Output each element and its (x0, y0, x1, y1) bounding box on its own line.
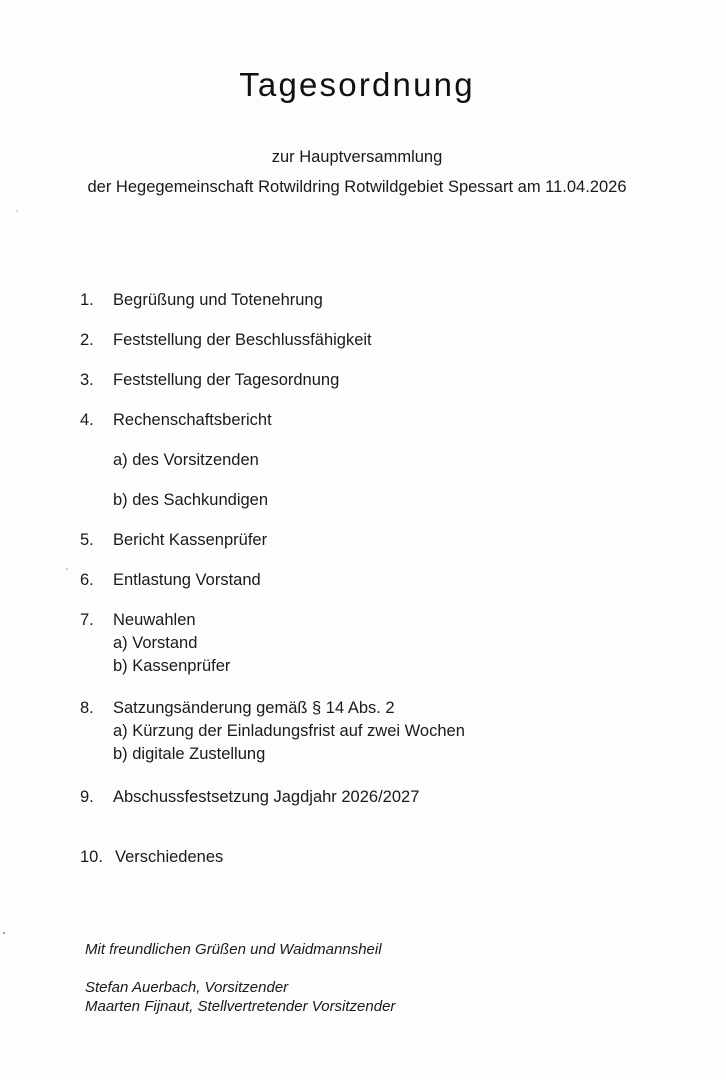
agenda-item-1 (80, 289, 323, 312)
agenda-item-number: 8. (80, 699, 94, 717)
agenda-item-text: Begrüßung und Totenehrung (113, 291, 323, 309)
scan-speck (3, 932, 5, 934)
page-title: Tagesordnung (239, 66, 475, 103)
closing-greeting: Mit freundlichen Grüßen und Waidmannsheil (85, 941, 382, 958)
agenda-item-number: 2. (80, 331, 94, 349)
agenda-item-6 (80, 569, 261, 592)
agenda-subitem-8b: b) digitale Zustellung (113, 745, 266, 763)
signer-1: Stefan Auerbach, Vorsitzender (85, 979, 289, 996)
subtitle-line-2: der Hegegemeinschaft Rotwildring Rotwildgebiet Spessart am 11.04.2026 (87, 178, 627, 196)
subtitle-line-1: zur Hauptversammlung (271, 148, 443, 166)
agenda-item-text: Abschussfestsetzung Jagdjahr 2026/2027 (113, 788, 420, 806)
agenda-item-text: Entlastung Vorstand (113, 571, 261, 589)
agenda-item-number: 1. (80, 291, 94, 309)
agenda-item-number: 5. (80, 531, 94, 549)
agenda-item-2 (80, 329, 372, 352)
agenda-item-text: Neuwahlen (113, 611, 196, 629)
agenda-subitem-7a: a) Vorstand (113, 634, 198, 652)
agenda-item-text: Satzungsänderung gemäß § 14 Abs. 2 (113, 699, 395, 717)
agenda-item-4 (80, 409, 272, 432)
agenda-item-text: Rechenschaftsbericht (113, 411, 272, 429)
agenda-item-5 (80, 529, 267, 552)
agenda-item-10 (80, 846, 223, 869)
agenda-item-number: 6. (80, 571, 94, 589)
agenda-subitem-7b: b) Kassenprüfer (113, 657, 231, 675)
agenda-item-number: 9. (80, 788, 94, 806)
agenda-item-3 (80, 369, 339, 392)
agenda-item-number: 10. (80, 848, 103, 866)
agenda-item-number: 4. (80, 411, 94, 429)
agenda-item-text: Feststellung der Tagesordnung (113, 371, 340, 389)
agenda-item-text: Verschiedenes (115, 848, 224, 866)
agenda-item-number: 3. (80, 371, 94, 389)
agenda-item-8 (80, 697, 395, 720)
scan-speck (16, 210, 18, 212)
agenda-subitem-4a: a) des Vorsitzenden (113, 451, 259, 469)
scan-speck (66, 568, 68, 570)
agenda-item-text: Feststellung der Beschlussfähigkeit (113, 331, 372, 349)
agenda-item-9 (80, 786, 419, 809)
agenda-item-text: Bericht Kassenprüfer (113, 531, 268, 549)
agenda-item-7 (80, 609, 196, 632)
agenda-item-number: 7. (80, 611, 94, 629)
signer-2: Maarten Fijnaut, Stellvertretender Vorsitzender (85, 998, 396, 1015)
agenda-subitem-8a: a) Kürzung der Einladungsfrist auf zwei Wochen (113, 722, 465, 740)
agenda-subitem-4b: b) des Sachkundigen (113, 491, 269, 509)
